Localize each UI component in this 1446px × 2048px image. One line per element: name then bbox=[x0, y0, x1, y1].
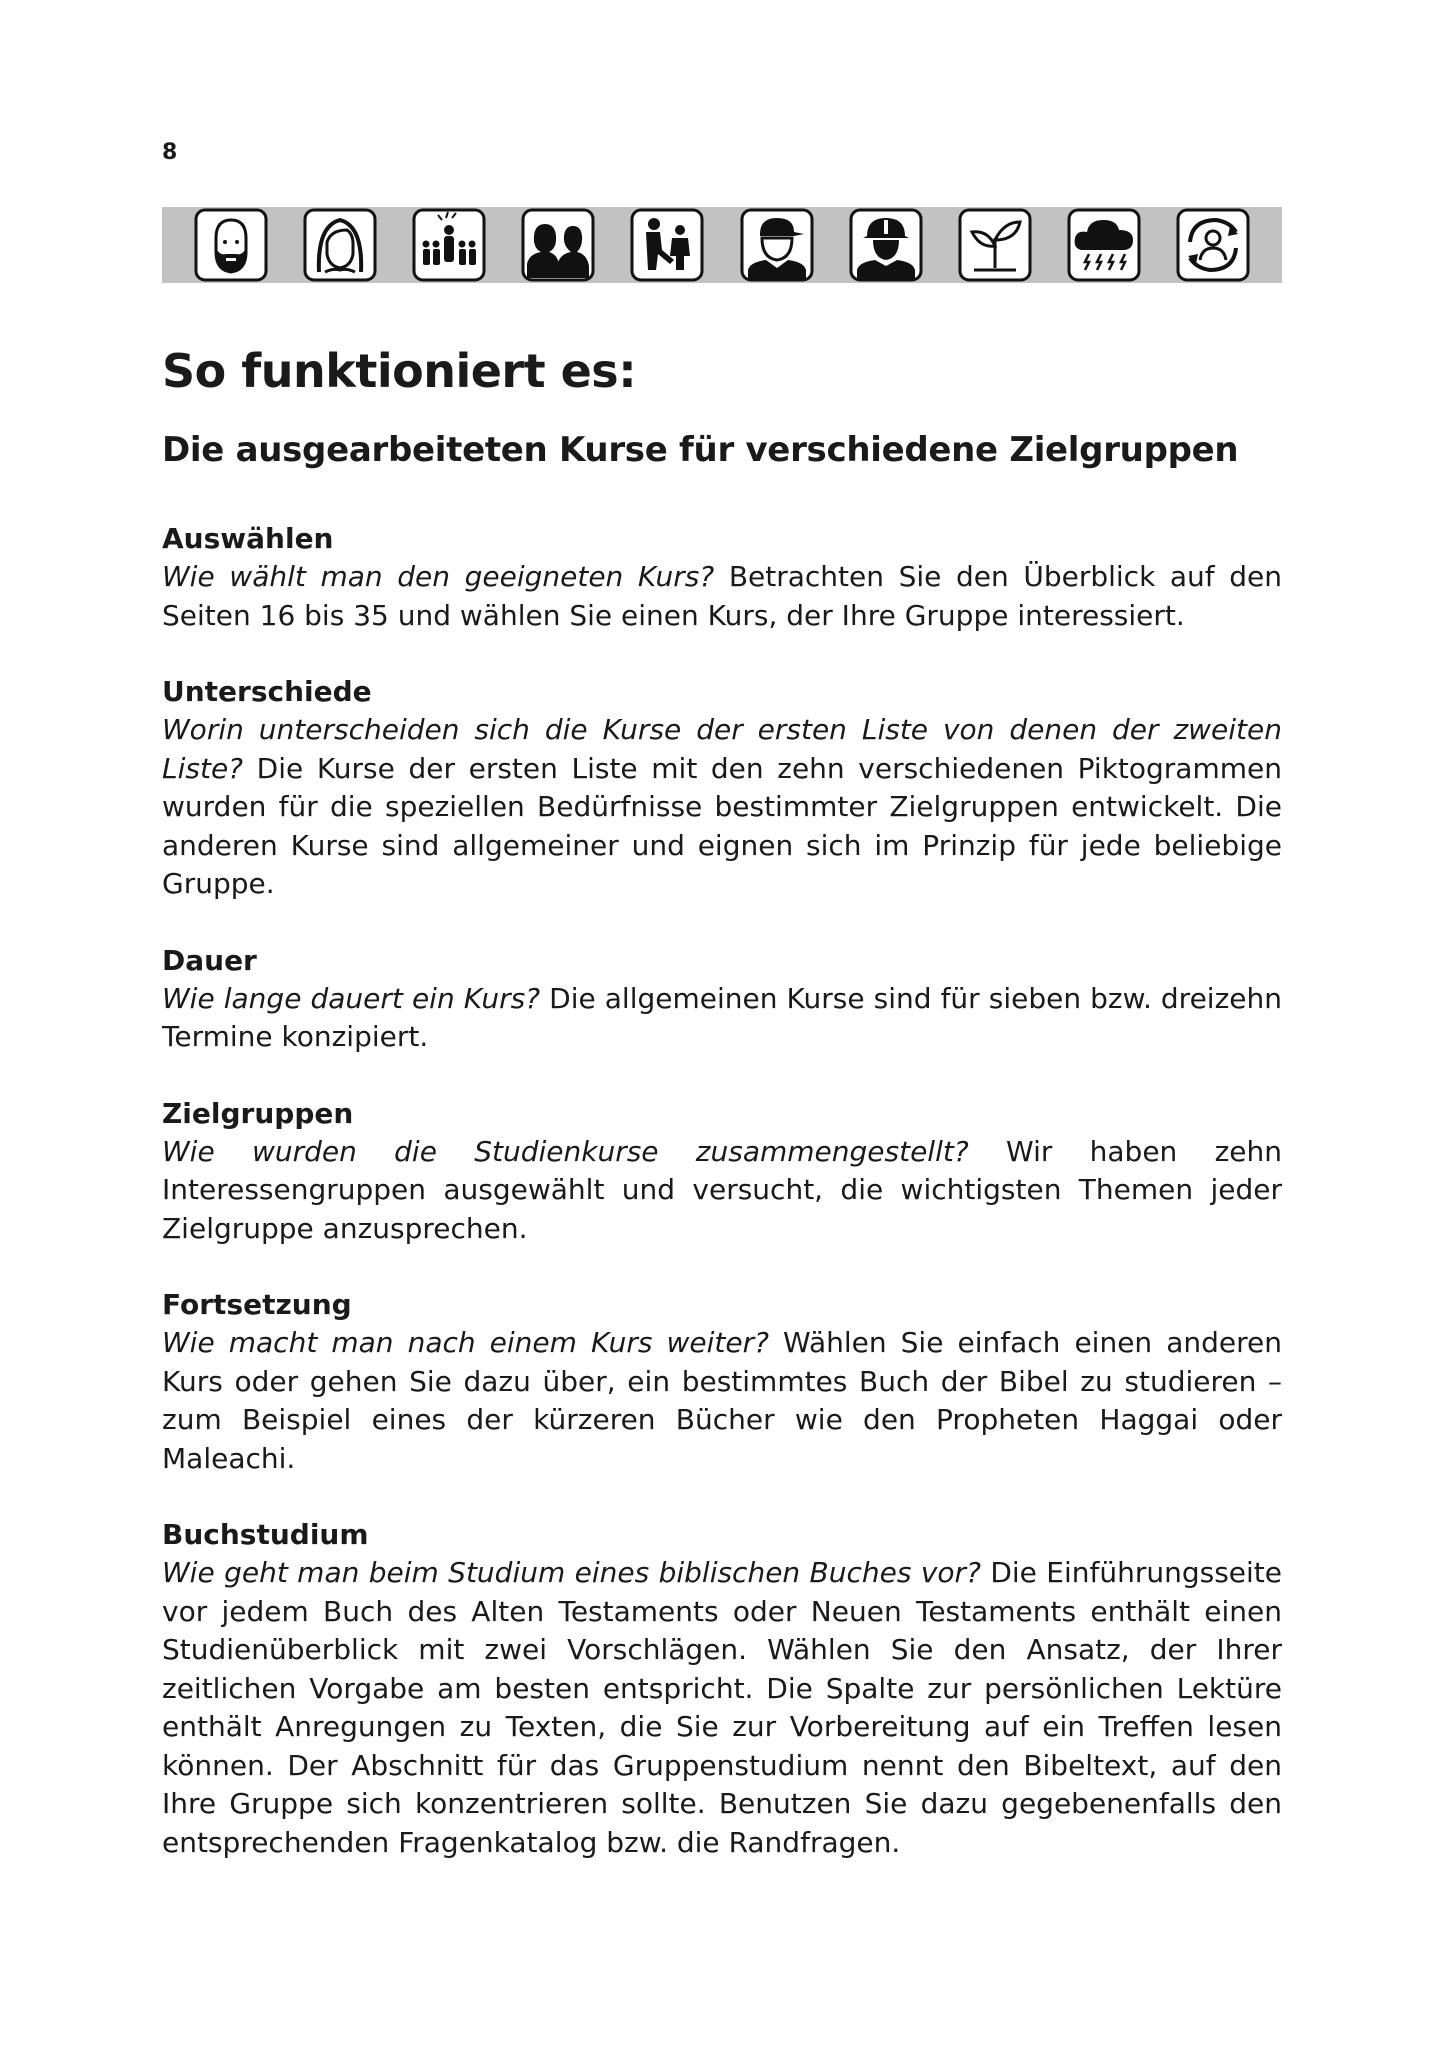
section-text: Wir haben zehn Interessengruppen ausgewählt und versucht, die wichtigsten Themen jeder Zielgruppe anzusprechen. bbox=[162, 1134, 1282, 1245]
person-cycle-icon bbox=[1176, 208, 1250, 282]
section-heading: Fortsetzung bbox=[162, 1288, 352, 1321]
section-heading: Buchstudium bbox=[162, 1518, 369, 1551]
section-text: Die Kurse der ersten Liste mit den zehn verschiedenen Piktogrammen wurden für die speziellen Bedürfnisse bestimmter Zielgruppen entwickelt. Die anderen Kurse sind allgemeiner und eignen sich im Prinzip für jede beliebige Gruppe. bbox=[162, 751, 1282, 900]
section-body bbox=[162, 1324, 1282, 1478]
section-question: Wie lange dauert ein Kurs? bbox=[162, 981, 541, 1015]
section-heading: Dauer bbox=[162, 943, 257, 977]
page-number: 8 bbox=[162, 140, 178, 165]
parent-child-icon bbox=[630, 208, 704, 282]
section-text: Wählen Sie einfach einen anderen Kurs oder gehen Sie dazu über, ein bestimmtes Buch der Bibel zu studieren – zum Beispiel eines der kürzeren Bücher wie den Propheten Haggai oder Maleachi. bbox=[162, 1326, 1282, 1475]
sprout-icon bbox=[958, 208, 1032, 282]
youth-cap-icon bbox=[740, 208, 814, 282]
couple-icon bbox=[521, 208, 595, 282]
section-unterschiede bbox=[162, 673, 1282, 904]
man-face-icon bbox=[194, 208, 268, 282]
section-question: Wie geht man beim Studium eines biblischen Buches vor? bbox=[162, 1556, 981, 1589]
section-body bbox=[162, 711, 1282, 904]
section-heading: Zielgruppen bbox=[162, 1096, 354, 1130]
pictogram-band bbox=[162, 207, 1282, 283]
section-buchstudium bbox=[162, 1516, 1282, 1862]
section-body bbox=[162, 558, 1282, 635]
section-text: Betrachten Sie den Überblick auf den Seiten 16 bis 35 und wählen Sie einen Kurs, der Ihre Gruppe interessiert. bbox=[162, 560, 1282, 632]
storm-cloud-icon bbox=[1067, 208, 1141, 282]
section-heading: Unterschiede bbox=[162, 675, 372, 708]
section-text: Die Einführungsseite vor jedem Buch des Alten Testaments oder Neuen Testaments enthält einen Studienüberblick mit zwei Vorschlägen. Wählen Sie den Ansatz, der Ihrer zeitlichen Vorgabe am besten entspricht. Die Spalte zur persönlichen Lektüre enthält Anregungen zu Texten, die Sie zur Vorbereitung auf ein Treffen lesen können. Der Abschnitt für das Gruppenstudium nennt den Bibeltext, auf den Ihre Gruppe sich konzentrieren sollte. Benutzen Sie dazu gegebenenfalls den entsprechenden Fragenkatalog bzw. die Randfragen. bbox=[162, 1556, 1283, 1859]
section-question: Worin unterscheiden sich die Kurse der ersten Liste von denen der zweiten Liste? bbox=[162, 713, 1282, 785]
section-text: Die allgemeinen Kurse sind für sieben bzw. dreizehn Termine konzipiert. bbox=[162, 981, 1282, 1053]
page-title: So funktioniert es: bbox=[162, 344, 637, 398]
section-auswaehlen bbox=[162, 520, 1282, 635]
sections bbox=[162, 520, 1282, 1900]
crowd-leader-icon bbox=[412, 208, 486, 282]
section-body bbox=[162, 1133, 1282, 1249]
worker-helmet-icon bbox=[849, 208, 923, 282]
page-subtitle: Die ausgearbeiteten Kurse für verschiedene Zielgruppen bbox=[162, 430, 1239, 470]
section-question: Wie macht man nach einem Kurs weiter? bbox=[162, 1326, 769, 1359]
section-question: Wie wählt man den geeigneten Kurs? bbox=[162, 560, 715, 593]
section-dauer bbox=[162, 942, 1282, 1057]
section-fortsetzung bbox=[162, 1286, 1282, 1478]
section-body bbox=[162, 1554, 1282, 1862]
woman-face-icon bbox=[303, 208, 377, 282]
section-zielgruppen bbox=[162, 1095, 1282, 1249]
section-question: Wie wurden die Studienkurse zusammengestellt? bbox=[162, 1134, 969, 1168]
section-body bbox=[162, 980, 1282, 1057]
section-heading: Auswählen bbox=[162, 522, 334, 555]
